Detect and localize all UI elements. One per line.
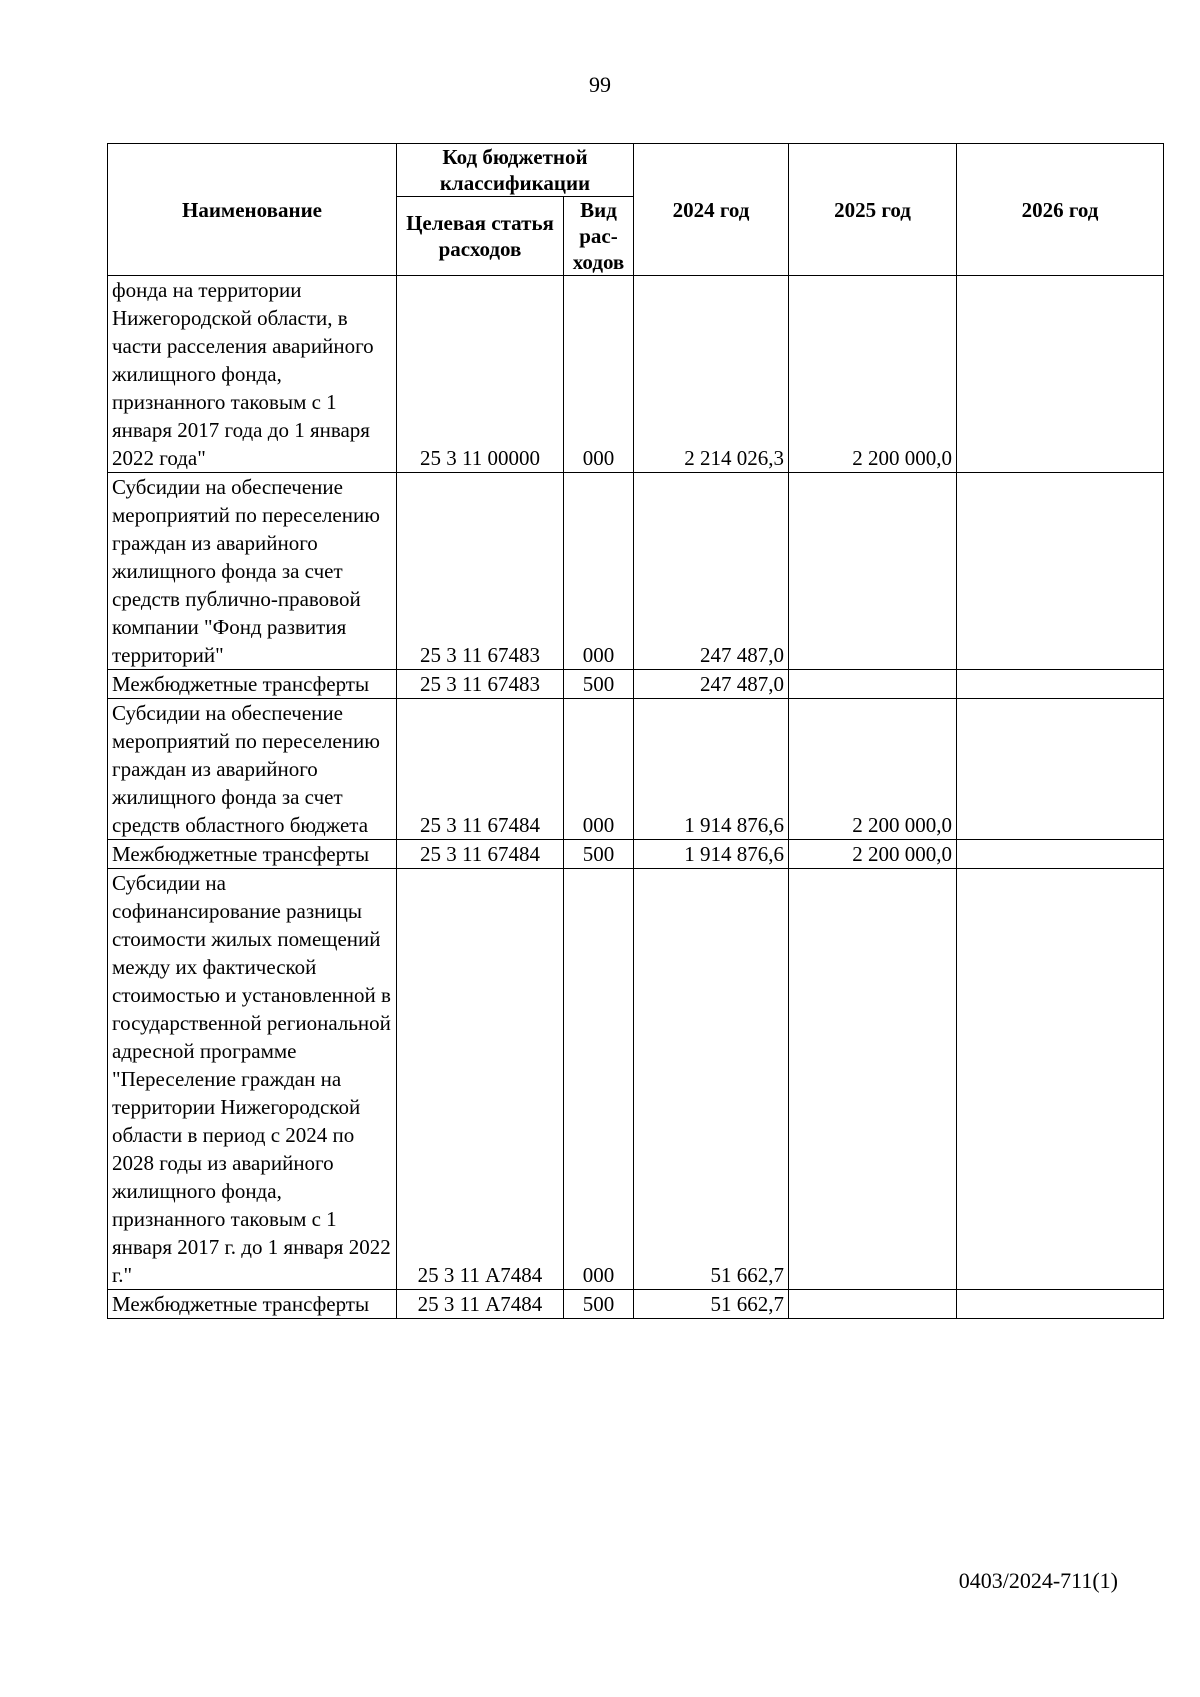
row-2024: 247 487,0 [634, 670, 789, 699]
row-target-code: 25 3 11 00000 [397, 276, 564, 473]
budget-table [107, 143, 1164, 1319]
row-2025 [789, 670, 957, 699]
row-target-code: 25 3 11 67483 [397, 473, 564, 670]
row-expense-type: 000 [564, 276, 634, 473]
row-target-code: 25 3 11 67484 [397, 699, 564, 840]
row-expense-type: 500 [564, 670, 634, 699]
row-2025 [789, 1290, 957, 1319]
table-row [108, 699, 1164, 840]
row-expense-type: 000 [564, 699, 634, 840]
row-2026 [957, 1290, 1164, 1319]
row-2026 [957, 840, 1164, 869]
table-row [108, 670, 1164, 699]
row-2024: 51 662,7 [634, 1290, 789, 1319]
table-row [108, 276, 1164, 473]
row-name: Межбюджетные трансферты [108, 1290, 397, 1319]
row-2025 [789, 473, 957, 670]
header-name: Наименование [108, 144, 397, 276]
table-row [108, 1290, 1164, 1319]
row-expense-type: 000 [564, 473, 634, 670]
table-row [108, 869, 1164, 1290]
header-expense-type: Вид рас-ходов [564, 197, 634, 276]
row-2025: 2 200 000,0 [789, 840, 957, 869]
row-2024: 1 914 876,6 [634, 699, 789, 840]
table-row [108, 840, 1164, 869]
row-2024: 1 914 876,6 [634, 840, 789, 869]
row-target-code: 25 3 11 А7484 [397, 869, 564, 1290]
row-2025 [789, 869, 957, 1290]
header-2025: 2025 год [789, 144, 957, 276]
header-2024: 2024 год [634, 144, 789, 276]
header-kbk: Код бюджетной классификации [397, 144, 634, 197]
row-name: Субсидии на софинансирование разницы стоимости жилых помещений между их фактической стоимостью и установленной в государственной региональной адресной программе "Переселение граждан на территории Нижегородской области в период с 2024 по 2028 годы из аварийного жилищного фонда, признанного таковым с 1 января 2017 г. до 1 января 2022 г." [108, 869, 397, 1290]
row-name: фонда на территории Нижегородской области, в части расселения аварийного жилищного фонда, признанного таковым с 1 января 2017 года до 1 января 2022 года" [108, 276, 397, 473]
header-target-article: Целевая статья расходов [397, 197, 564, 276]
row-2026 [957, 869, 1164, 1290]
row-target-code: 25 3 11 67483 [397, 670, 564, 699]
row-2024: 247 487,0 [634, 473, 789, 670]
row-2026 [957, 670, 1164, 699]
row-2024: 51 662,7 [634, 869, 789, 1290]
document-code: 0403/2024-711(1) [958, 1568, 1118, 1593]
row-name: Межбюджетные трансферты [108, 840, 397, 869]
page-number: 99 [589, 72, 611, 97]
row-2026 [957, 699, 1164, 840]
header-2026: 2026 год [957, 144, 1164, 276]
row-target-code: 25 3 11 А7484 [397, 1290, 564, 1319]
row-2025: 2 200 000,0 [789, 699, 957, 840]
row-name: Межбюджетные трансферты [108, 670, 397, 699]
table-row [108, 473, 1164, 670]
row-2026 [957, 276, 1164, 473]
row-2025: 2 200 000,0 [789, 276, 957, 473]
row-2024: 2 214 026,3 [634, 276, 789, 473]
row-target-code: 25 3 11 67484 [397, 840, 564, 869]
row-expense-type: 500 [564, 840, 634, 869]
row-name: Субсидии на обеспечение мероприятий по переселению граждан из аварийного жилищного фонда за счет средств публично-правовой компании "Фонд развития территорий" [108, 473, 397, 670]
row-2026 [957, 473, 1164, 670]
row-expense-type: 000 [564, 869, 634, 1290]
row-name: Субсидии на обеспечение мероприятий по переселению граждан из аварийного жилищного фонда за счет средств областного бюджета [108, 699, 397, 840]
row-expense-type: 500 [564, 1290, 634, 1319]
